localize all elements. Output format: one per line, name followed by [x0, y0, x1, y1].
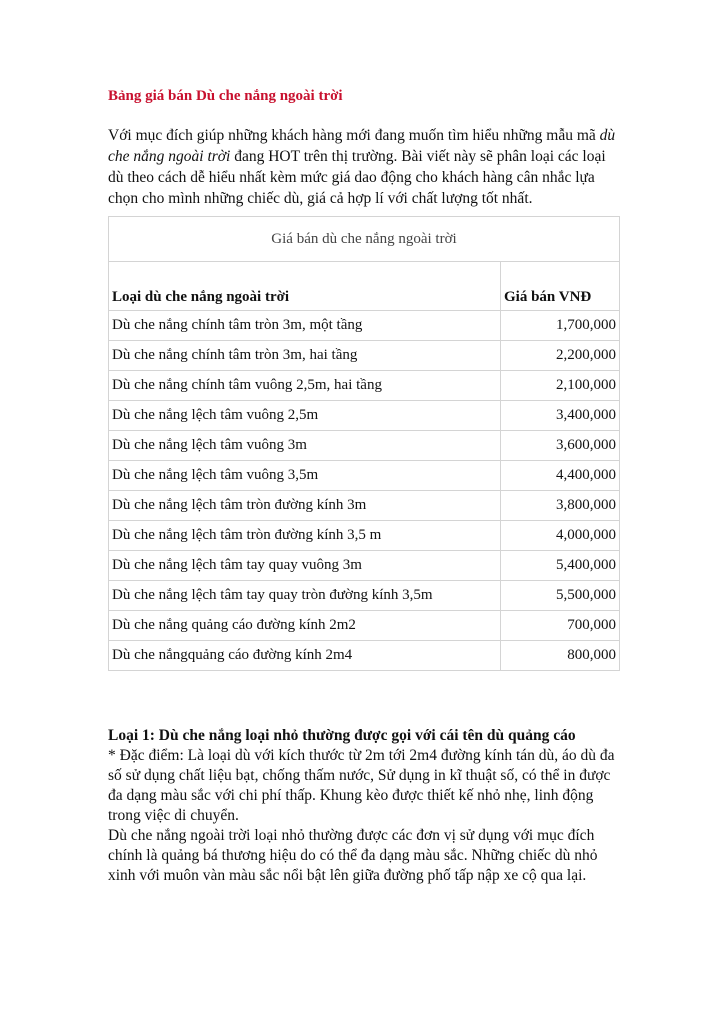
row-name: Dù che nắng lệch tâm vuông 2,5m	[109, 401, 501, 431]
table-caption-row	[109, 217, 620, 262]
table-row	[109, 641, 620, 671]
row-name: Dù che nắng chính tâm tròn 3m, một tầng	[109, 311, 501, 341]
row-price: 2,200,000	[501, 341, 620, 371]
table-row	[109, 611, 620, 641]
row-name: Dù che nắng lệch tâm tròn đường kính 3,5 m	[109, 521, 501, 551]
table-row	[109, 431, 620, 461]
row-price: 3,600,000	[501, 431, 620, 461]
row-price: 1,700,000	[501, 311, 620, 341]
table-row	[109, 581, 620, 611]
document-page	[108, 86, 620, 671]
row-name: Dù che nắng chính tâm vuông 2,5m, hai tầng	[109, 371, 501, 401]
intro-text-end: đang HOT trên thị trường. Bài viết này sẽ phân loại các loại dù theo cách dễ hiểu nhất kèm mức giá dao động cho khách hàng cân nhắc lựa chọn cho mình những chiếc dù, giá cả hợp lí với chất lượng tốt nhất.	[108, 148, 606, 207]
row-price: 4,400,000	[501, 461, 620, 491]
row-price: 5,500,000	[501, 581, 620, 611]
header-name: Loại dù che nắng ngoài trời	[109, 262, 501, 311]
table-header-row	[109, 262, 620, 311]
table-row	[109, 341, 620, 371]
row-price: 5,400,000	[501, 551, 620, 581]
header-price: Giá bán VNĐ	[501, 262, 620, 311]
section-1	[108, 726, 620, 886]
table-row	[109, 491, 620, 521]
table-row	[109, 311, 620, 341]
row-price: 3,400,000	[501, 401, 620, 431]
table-caption: Giá bán dù che nắng ngoài trời	[109, 217, 620, 262]
table-row	[109, 461, 620, 491]
row-price: 3,800,000	[501, 491, 620, 521]
row-name: Dù che nắng lệch tâm vuông 3m	[109, 431, 501, 461]
row-price: 2,100,000	[501, 371, 620, 401]
table-row	[109, 521, 620, 551]
section-1-para-1: * Đặc điểm: Là loại dù với kích thước từ 2m tới 2m4 đường kính tán dù, áo dù đa số sử dụng chất liệu bạt, chống thấm nước, Sử dụng in kĩ thuật số, có thể in được đa dạng màu sắc với chi phí thấp. Khung kèo được thiết kế nhỏ nhẹ, linh động trong việc di chuyển.	[108, 747, 615, 824]
row-name: Dù che nắng lệch tâm tay quay vuông 3m	[109, 551, 501, 581]
row-price: 700,000	[501, 611, 620, 641]
intro-text-start: Với mục đích giúp những khách hàng mới đang muốn tìm hiểu những mẫu mã	[108, 127, 600, 144]
section-1-para-2: Dù che nắng ngoài trời loại nhỏ thường được các đơn vị sử dụng với mục đích chính là quảng bá thương hiệu do có thể đa dạng màu sắc. Những chiếc dù nhỏ xinh với muôn vàn màu sắc nổi bật lên giữa đường phố tấp nập xe cộ qua lại.	[108, 827, 598, 884]
row-name: Dù che nắngquảng cáo đường kính 2m4	[109, 641, 501, 671]
row-name: Dù che nắng chính tâm tròn 3m, hai tầng	[109, 341, 501, 371]
document-title: Bảng giá bán Dù che nắng ngoài trời	[108, 88, 343, 104]
row-name: Dù che nắng lệch tâm vuông 3,5m	[109, 461, 501, 491]
price-table	[108, 216, 620, 671]
section-1-heading: Loại 1: Dù che nắng loại nhỏ thường được gọi với cái tên dù quảng cáo	[108, 727, 576, 744]
row-name: Dù che nắng lệch tâm tay quay tròn đường kính 3,5m	[109, 581, 501, 611]
table-row	[109, 401, 620, 431]
intro-italic-link: dù che nắng ngoài trời	[108, 127, 616, 165]
row-name: Dù che nắng lệch tâm tròn đường kính 3m	[109, 491, 501, 521]
table-body	[109, 311, 620, 671]
row-price: 800,000	[501, 641, 620, 671]
intro-paragraph	[108, 125, 620, 209]
table-row	[109, 551, 620, 581]
row-name: Dù che nắng quảng cáo đường kính 2m2	[109, 611, 501, 641]
table-row	[109, 371, 620, 401]
row-price: 4,000,000	[501, 521, 620, 551]
